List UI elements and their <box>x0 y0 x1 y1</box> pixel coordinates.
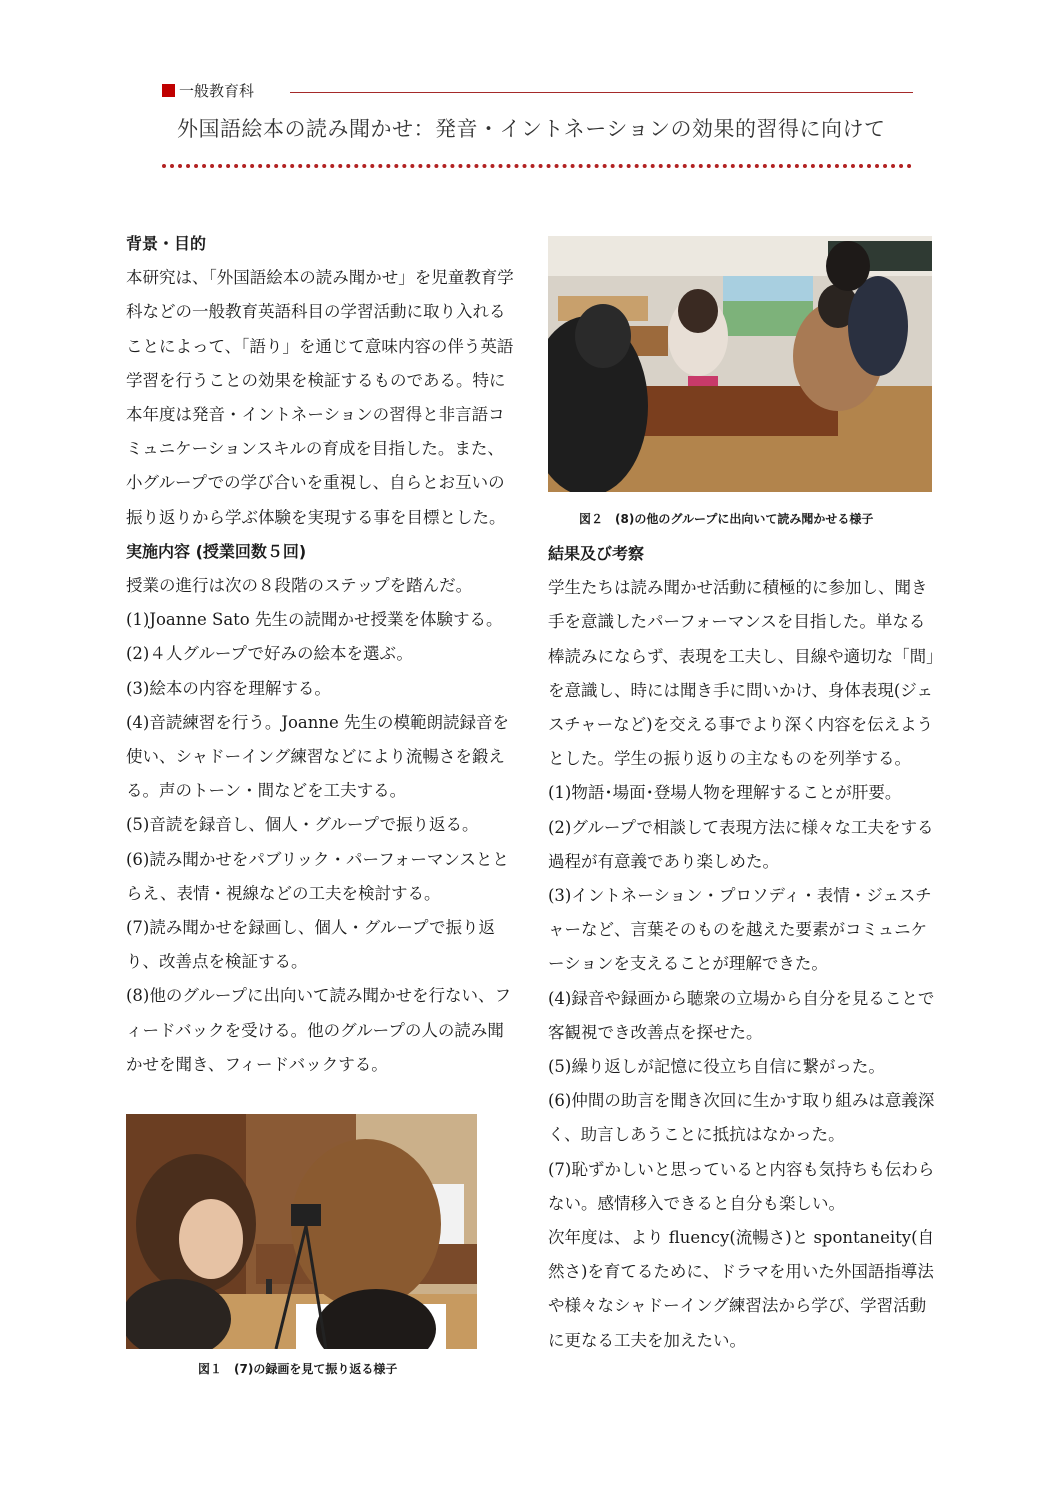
reflection-item: (2)グループで相談して表現方法に様々な工夫をする過程が有意義であり楽しめた。 <box>548 817 934 871</box>
step-item: (3)絵本の内容を理解する。 <box>126 678 331 698</box>
left-column <box>126 227 516 1082</box>
red-square-icon <box>162 84 175 97</box>
reflection-item: (1)物語･場面･登場人物を理解することが肝要。 <box>548 783 902 803</box>
right-column <box>548 537 938 1358</box>
results-text: 学生たちは読み聞かせ活動に積極的に参加し、聞き手を意識したパーフォーマンスを目指した。単なる棒読みにならず、表現を工夫し、目線や適切な「間」を意識し、時には聞き手に問いかけ、身体表現(ジェスチャーなど)を交える事でより深く内容を伝えようとした。学生の振り返りの主なものを列挙する。 <box>548 578 935 769</box>
step-item: (7)読み聞かせを録画し、個人・グループで振り返り、改善点を検証する。 <box>126 918 496 972</box>
reflection-item: (6)仲間の助言を聞き次回に生かす取り組みは意義深く、助言しあうことに抵抗はなかった。 <box>548 1091 935 1145</box>
background-text: 本研究は、「外国語絵本の読み聞かせ」を児童教育学科などの一般教育英語科目の学習活動に取り入れることによって、「語り」を通じて意味内容の伴う英語学習を行うことの効果を検証するものである。特に本年度は発音・イントネーションの習得と非言語コミュニケーションスキルの育成を目指した。また、小グループでの学び合いを重視し、自らとお互いの振り返りから学ぶ体験を実現する事を目標とした。 <box>126 268 514 527</box>
step-item: (8)他のグループに出向いて読み聞かせを行ない、フィードバックを受ける。他のグループの人の読み聞かせを聞き、フィードバックする。 <box>126 986 512 1074</box>
content-intro: 授業の進行は次の８段階のステップを踏んだ。 <box>126 576 473 596</box>
results-heading: 結果及び考察 <box>548 544 645 563</box>
background-heading: 背景・目的 <box>126 234 207 253</box>
step-item: (4)音読練習を行う。Joanne 先生の模範朗読録音を使い、シャドーイング練習などにより流暢さを鍛える。声のトーン・間などを工夫する。 <box>126 712 510 801</box>
figure2-caption: 図２ (8)の他のグループに出向いて読み聞かせる様子 <box>579 512 874 526</box>
figure1-caption: 図１ (7)の録画を見て振り返る様子 <box>198 1362 398 1376</box>
department-text: 一般教育科 <box>179 82 255 100</box>
step-item: (2)４人グループで好みの絵本を選ぶ。 <box>126 644 413 664</box>
step-item: (1)Joanne Sato 先生の読聞かせ授業を体験する。 <box>126 610 503 630</box>
content-heading: 実施内容 (授業回数５回) <box>126 541 307 561</box>
step-item: (5)音読を録音し、個人・グループで振り返る。 <box>126 815 479 835</box>
reflection-item: (3)イントネーション・プロソディ・表情・ジェスチャーなど、言葉そのものを越えた要素がコミュニケーションを支えることが理解できた。 <box>548 886 932 974</box>
figure2-photo <box>548 236 932 492</box>
figure1-photo <box>126 1114 477 1349</box>
conclusion-text: 次年度は、より fluency(流暢さ)と spontaneity(自然さ)を育てるために、ドラマを用いた外国語指導法や様々なシャドーイング練習法から学び、学習活動に更なる工夫を加えたい。 <box>548 1228 935 1350</box>
reflection-item: (4)録音や録画から聴衆の立場から自分を見ることで客観視でき改善点を探せた。 <box>548 988 935 1042</box>
dotted-divider <box>162 164 912 168</box>
page-title: 外国語絵本の読み聞かせ：発音・イントネーションの効果的習得に向けて <box>177 117 886 141</box>
reflection-item: (5)繰り返しが記憶に役立ち自信に繋がった。 <box>548 1057 885 1077</box>
reflection-item: (7)恥ずかしいと思っていると内容も気持ちも伝わらない。感情移入できると自分も楽しい。 <box>548 1159 935 1213</box>
department-label <box>162 80 254 101</box>
header-rule <box>290 92 913 93</box>
step-item: (6)読み聞かせをパブリック・パーフォーマンスととらえ、表情・視線などの工夫を検討する。 <box>126 849 509 903</box>
